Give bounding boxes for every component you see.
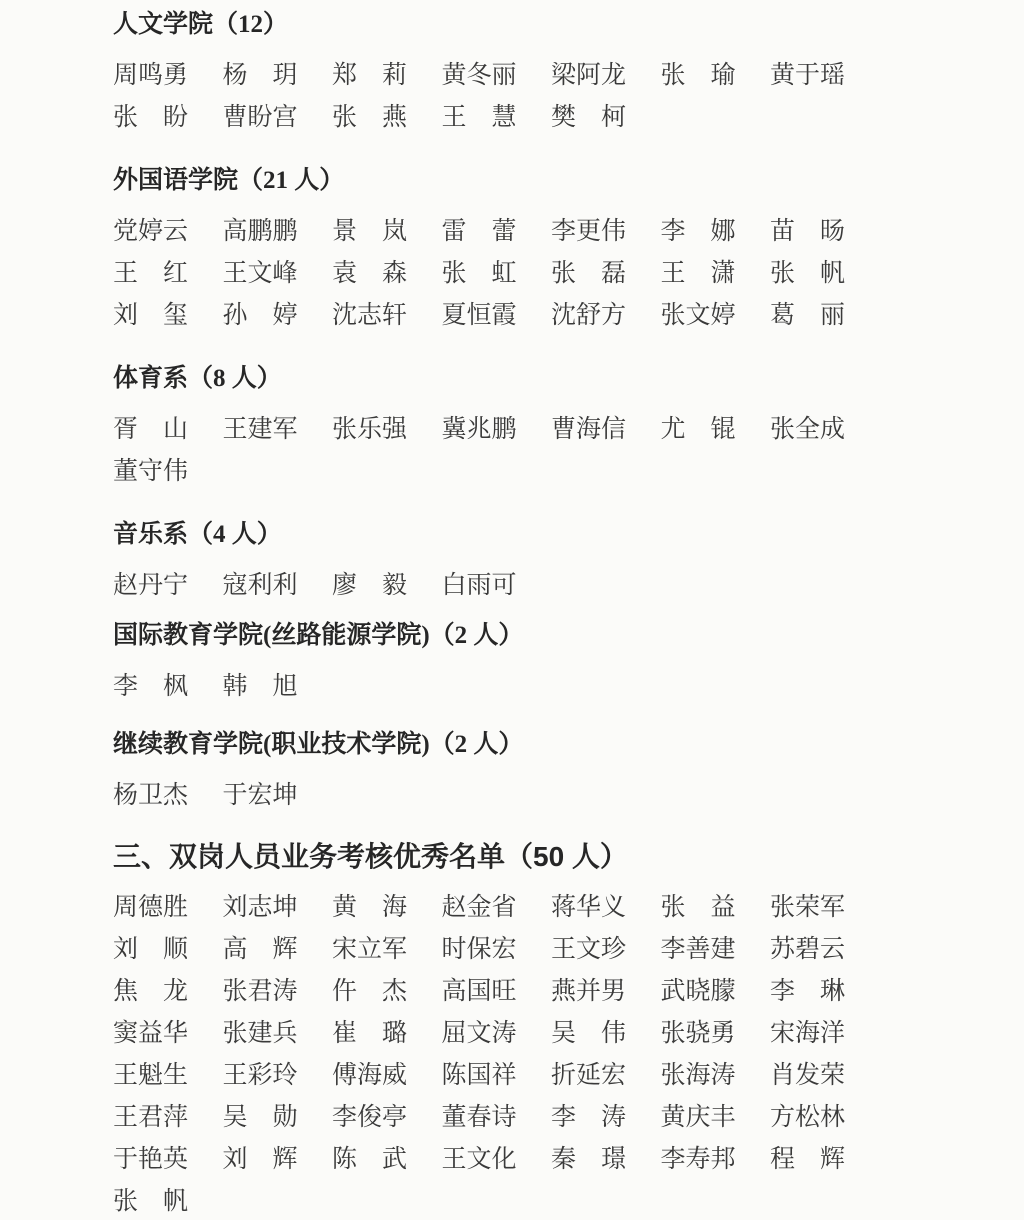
section-heading: 国际教育学院(丝路能源学院)（2 人）	[113, 622, 524, 649]
name-row	[113, 887, 845, 929]
person-name: 傅海威	[332, 1062, 408, 1089]
person-name: 蒋华义	[551, 894, 627, 921]
person-name: 张君涛	[222, 978, 298, 1005]
name-row	[113, 1181, 845, 1223]
person-name: 杨卫杰	[113, 782, 189, 809]
person-name: 苏碧云	[770, 936, 846, 963]
person-name: 方松林	[770, 1104, 846, 1131]
name-row	[113, 55, 845, 97]
person-name: 李 娜	[660, 218, 736, 245]
person-name: 张 瑜	[660, 62, 736, 89]
person-name: 沈舒方	[551, 302, 627, 329]
section-heading: 音乐系（4 人）	[113, 521, 282, 548]
person-name: 陈国祥	[441, 1062, 517, 1089]
person-name: 王君萍	[113, 1104, 189, 1131]
person-name: 武晓朦	[660, 978, 736, 1005]
person-name: 李俊亭	[332, 1104, 408, 1131]
person-name: 张 虹	[441, 260, 517, 287]
name-row	[113, 97, 845, 139]
name-row	[113, 971, 845, 1013]
section-heading: 继续教育学院(职业技术学院)（2 人）	[113, 731, 524, 758]
person-name: 周德胜	[113, 894, 189, 921]
person-name: 雷 蕾	[441, 218, 517, 245]
person-name: 袁 森	[332, 260, 408, 287]
person-name: 屈文涛	[441, 1020, 517, 1047]
person-name: 王建军	[222, 416, 298, 443]
person-name: 苗 旸	[770, 218, 846, 245]
section	[113, 160, 845, 337]
person-name: 张 帆	[770, 260, 846, 287]
person-name: 宋海洋	[770, 1020, 846, 1047]
section	[113, 4, 845, 139]
person-name: 仵 杰	[332, 978, 408, 1005]
person-name: 冀兆鹏	[441, 416, 517, 443]
person-name: 张海涛	[660, 1062, 736, 1089]
person-name: 李 涛	[551, 1104, 627, 1131]
person-name: 李更伟	[551, 218, 627, 245]
person-name: 宋立军	[332, 936, 408, 963]
person-name: 时保宏	[441, 936, 517, 963]
person-name: 黄庆丰	[660, 1104, 736, 1131]
person-name: 杨 玥	[222, 62, 298, 89]
person-name: 郑 莉	[332, 62, 408, 89]
person-name: 韩 旭	[222, 673, 298, 700]
person-name: 寇利利	[222, 572, 298, 599]
section-heading: 外国语学院（21 人）	[113, 167, 345, 194]
name-row	[113, 451, 845, 493]
person-name: 黄 海	[332, 894, 408, 921]
person-name: 董春诗	[441, 1104, 517, 1131]
person-name: 秦 璟	[551, 1146, 627, 1173]
person-name: 王彩玲	[222, 1062, 298, 1089]
person-name: 景 岚	[332, 218, 408, 245]
person-name: 刘 辉	[222, 1146, 298, 1173]
person-name: 张乐强	[332, 416, 408, 443]
person-name: 肖发荣	[770, 1062, 846, 1089]
name-row	[113, 565, 845, 607]
person-name: 刘 顺	[113, 936, 189, 963]
person-name: 高 辉	[222, 936, 298, 963]
person-name: 张 盼	[113, 104, 189, 131]
section	[113, 724, 845, 817]
person-name: 张 燕	[332, 104, 408, 131]
person-name: 李 枫	[113, 673, 189, 700]
person-name: 张全成	[770, 416, 846, 443]
person-name: 曹海信	[551, 416, 627, 443]
person-name: 沈志轩	[332, 302, 408, 329]
section-heading: 三、双岗人员业务考核优秀名单（50 人）	[113, 841, 628, 872]
person-name: 夏恒霞	[441, 302, 517, 329]
person-name: 高鹏鹏	[222, 218, 298, 245]
document-body	[113, 4, 845, 1223]
person-name: 刘 玺	[113, 302, 189, 329]
person-name: 王文峰	[222, 260, 298, 287]
person-name: 葛 丽	[770, 302, 846, 329]
section-heading: 人文学院（12）	[113, 11, 289, 38]
person-name: 王 潇	[660, 260, 736, 287]
section-heading: 体育系（8 人）	[113, 365, 282, 392]
person-name: 刘志坤	[222, 894, 298, 921]
person-name: 王文化	[441, 1146, 517, 1173]
person-name: 程 辉	[770, 1146, 846, 1173]
section	[113, 514, 845, 607]
name-row	[113, 211, 845, 253]
person-name: 曹盼宫	[222, 104, 298, 131]
person-name: 董守伟	[113, 458, 189, 485]
section	[113, 358, 845, 493]
person-name: 张 磊	[551, 260, 627, 287]
person-name: 李 琳	[770, 978, 846, 1005]
person-name: 张文婷	[660, 302, 736, 329]
person-name: 赵丹宁	[113, 572, 189, 599]
person-name: 李善建	[660, 936, 736, 963]
person-name: 王 红	[113, 260, 189, 287]
person-name: 窦益华	[113, 1020, 189, 1047]
person-name: 于宏坤	[222, 782, 298, 809]
person-name: 吴 伟	[551, 1020, 627, 1047]
person-name: 胥 山	[113, 416, 189, 443]
name-row	[113, 253, 845, 295]
person-name: 张建兵	[222, 1020, 298, 1047]
name-row	[113, 1139, 845, 1181]
person-name: 尤 锟	[660, 416, 736, 443]
person-name: 赵金省	[441, 894, 517, 921]
person-name: 周鸣勇	[113, 62, 189, 89]
person-name: 焦 龙	[113, 978, 189, 1005]
person-name: 樊 柯	[551, 104, 627, 131]
name-row	[113, 295, 845, 337]
section	[113, 615, 845, 708]
person-name: 陈 武	[332, 1146, 408, 1173]
person-name: 于艳英	[113, 1146, 189, 1173]
person-name: 高国旺	[441, 978, 517, 1005]
person-name: 张 帆	[113, 1188, 189, 1215]
person-name: 张骁勇	[660, 1020, 736, 1047]
name-row	[113, 1013, 845, 1055]
person-name: 白雨可	[441, 572, 517, 599]
person-name: 张荣军	[770, 894, 846, 921]
person-name: 张 益	[660, 894, 736, 921]
person-name: 崔 璐	[332, 1020, 408, 1047]
name-row	[113, 1097, 845, 1139]
person-name: 王 慧	[441, 104, 517, 131]
name-row	[113, 775, 845, 817]
person-name: 王魁生	[113, 1062, 189, 1089]
person-name: 李寿邦	[660, 1146, 736, 1173]
name-row	[113, 929, 845, 971]
name-row	[113, 409, 845, 451]
person-name: 折延宏	[551, 1062, 627, 1089]
name-row	[113, 666, 845, 708]
section	[113, 833, 845, 1223]
person-name: 吴 勋	[222, 1104, 298, 1131]
person-name: 燕并男	[551, 978, 627, 1005]
person-name: 梁阿龙	[551, 62, 627, 89]
person-name: 孙 婷	[222, 302, 298, 329]
person-name: 黄冬丽	[441, 62, 517, 89]
person-name: 党婷云	[113, 218, 189, 245]
person-name: 黄于瑶	[770, 62, 846, 89]
person-name: 王文珍	[551, 936, 627, 963]
name-row	[113, 1055, 845, 1097]
person-name: 廖 毅	[332, 572, 408, 599]
